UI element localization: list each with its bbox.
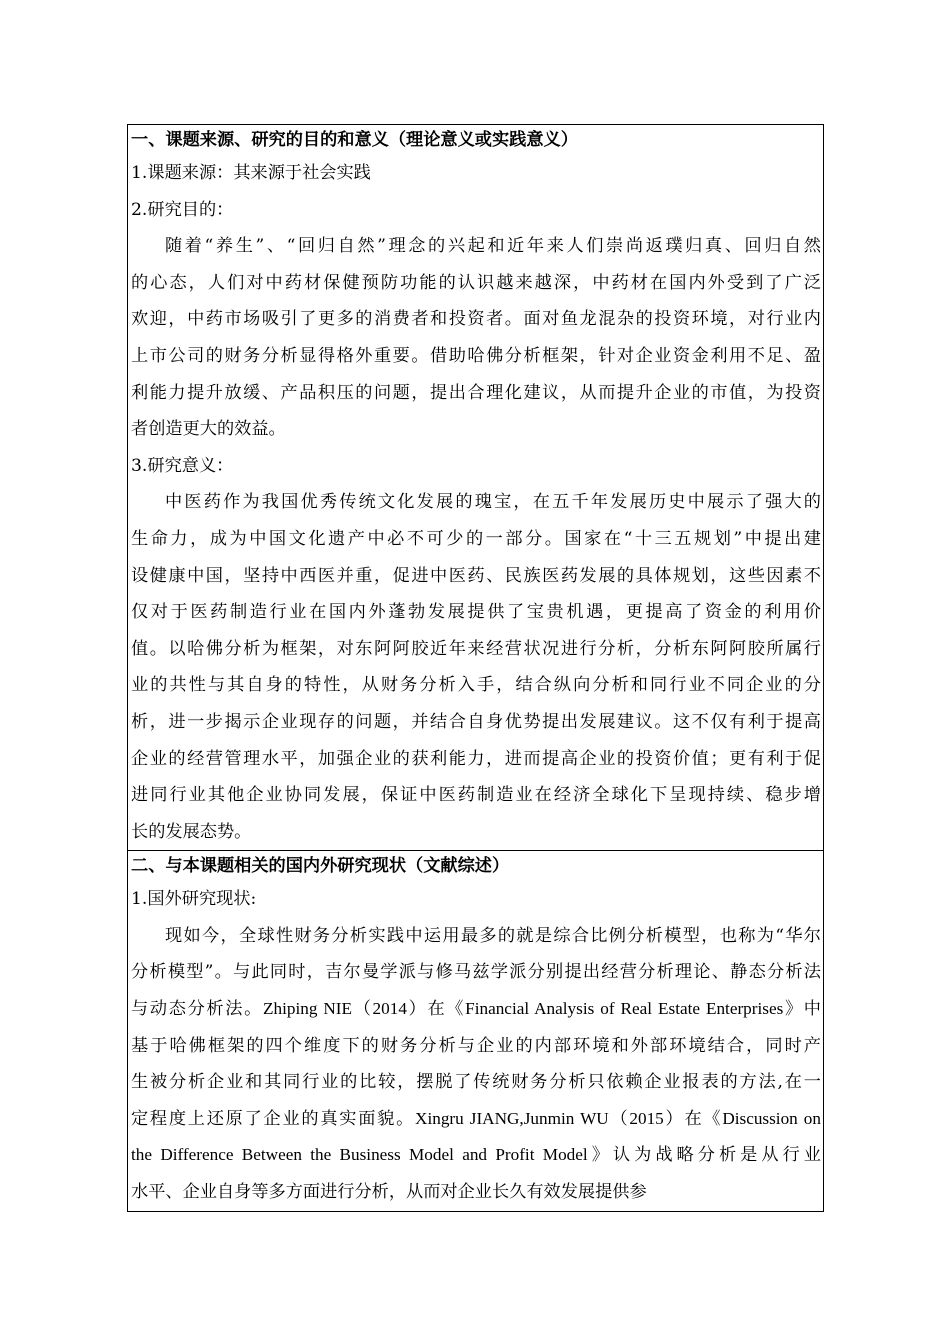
paragraph-line: 与动态分析法。Zhiping NIE（2014）在《Financial Analysis of Real Estate Enterprises》中 xyxy=(131,999,821,1019)
proposal-table xyxy=(127,124,824,1212)
paragraph-line: 上市公司的财务分析显得格外重要。借助哈佛分析框架，针对企业资金利用不足、盈 xyxy=(131,345,821,366)
paragraph-line: 长的发展态势。 xyxy=(131,821,252,842)
section-literature-review xyxy=(128,850,823,1210)
paragraph-line: 分析模型”。与此同时，吉尔曼学派与修马兹学派分别提出经营分析理论、静态分析法 xyxy=(131,962,821,983)
paragraph-line: 的心态，人们对中药材保健预防功能的认识越来越深，中药材在国内外受到了广泛 xyxy=(131,272,821,293)
paragraph-line: 利能力提升放缓、产品积压的问题，提出合理化建议，从而提升企业的市值，为投资 xyxy=(131,382,821,403)
paragraph-line: 随着“养生”、“回归自然”理念的兴起和近年来人们崇尚返璞归真、回归自然 xyxy=(165,236,821,257)
paragraph-line: 设健康中国，坚持中西医并重，促进中医药、民族医药发展的具体规划，这些因素不 xyxy=(131,565,821,586)
topic-source: 1.课题来源：其来源于社会实践 xyxy=(131,163,371,183)
paragraph-line: 业的共性与其自身的特性，从财务分析入手，结合纵向分析和同行业不同企业的分 xyxy=(131,675,821,696)
paragraph-line: 仅对于医药制造行业在国内外蓬勃发展提供了宝贵机遇，更提高了资金的利用价 xyxy=(131,602,821,623)
section-heading: 二、与本课题相关的国内外研究现状（文献综述） xyxy=(131,856,510,877)
paragraph-line: 企业的经营管理水平，加强企业的获利能力，进而提高企业的投资价值；更有利于促 xyxy=(131,748,821,769)
paragraph-line: 现如今，全球性财务分析实践中运用最多的就是综合比例分析模型，也称为“华尔 xyxy=(165,925,821,946)
paragraph-line: 进同行业其他企业协同发展，保证中医药制造业在经济全球化下呈现持续、稳步增 xyxy=(131,785,821,806)
paragraph-line: 水平、企业自身等多方面进行分析，从而对企业长久有效发展提供参 xyxy=(131,1182,647,1203)
section-purpose-significance xyxy=(128,125,823,850)
foreign-research-label: 1.国外研究现状: xyxy=(131,889,257,910)
paragraph-line: 基于哈佛框架的四个维度下的财务分析与企业的内部环境和外部环境结合，同时产 xyxy=(131,1035,821,1056)
paragraph-line: 值。以哈佛分析为框架，对东阿阿胶近年来经营状况进行分析，分析东阿阿胶所属行 xyxy=(131,638,821,659)
paragraph-line: 生命力，成为中国文化遗产中必不可少的一部分。国家在“十三五规划”中提出建 xyxy=(131,528,821,549)
significance-label: 3.研究意义： xyxy=(131,455,234,476)
paragraph-line: 生被分析企业和其同行业的比较，摆脱了传统财务分析只依赖企业报表的方法,在一 xyxy=(131,1072,821,1093)
paragraph-line: 析，进一步揭示企业现存的问题，并结合自身优势提出发展建议。这不仅有利于提高 xyxy=(131,711,821,732)
paragraph-line: 定程度上还原了企业的真实面貌。Xingru JIANG,Junmin WU（2015）在《Discussion on xyxy=(131,1108,821,1128)
paragraph-line: 中医药作为我国优秀传统文化发展的瑰宝，在五千年发展历史中展示了强大的 xyxy=(165,492,821,513)
paragraph-line: 欢迎，中药市场吸引了更多的消费者和投资者。面对鱼龙混杂的投资环境，对行业内 xyxy=(131,309,821,330)
paragraph-line: the Difference Between the Business Model and Profit Model》认为战略分析是从行业 xyxy=(131,1145,821,1165)
section-heading: 一、课题来源、研究的目的和意义（理论意义或实践意义） xyxy=(131,130,578,150)
paragraph-line: 者创造更大的效益。 xyxy=(131,419,286,440)
purpose-label: 2.研究目的： xyxy=(131,199,234,220)
